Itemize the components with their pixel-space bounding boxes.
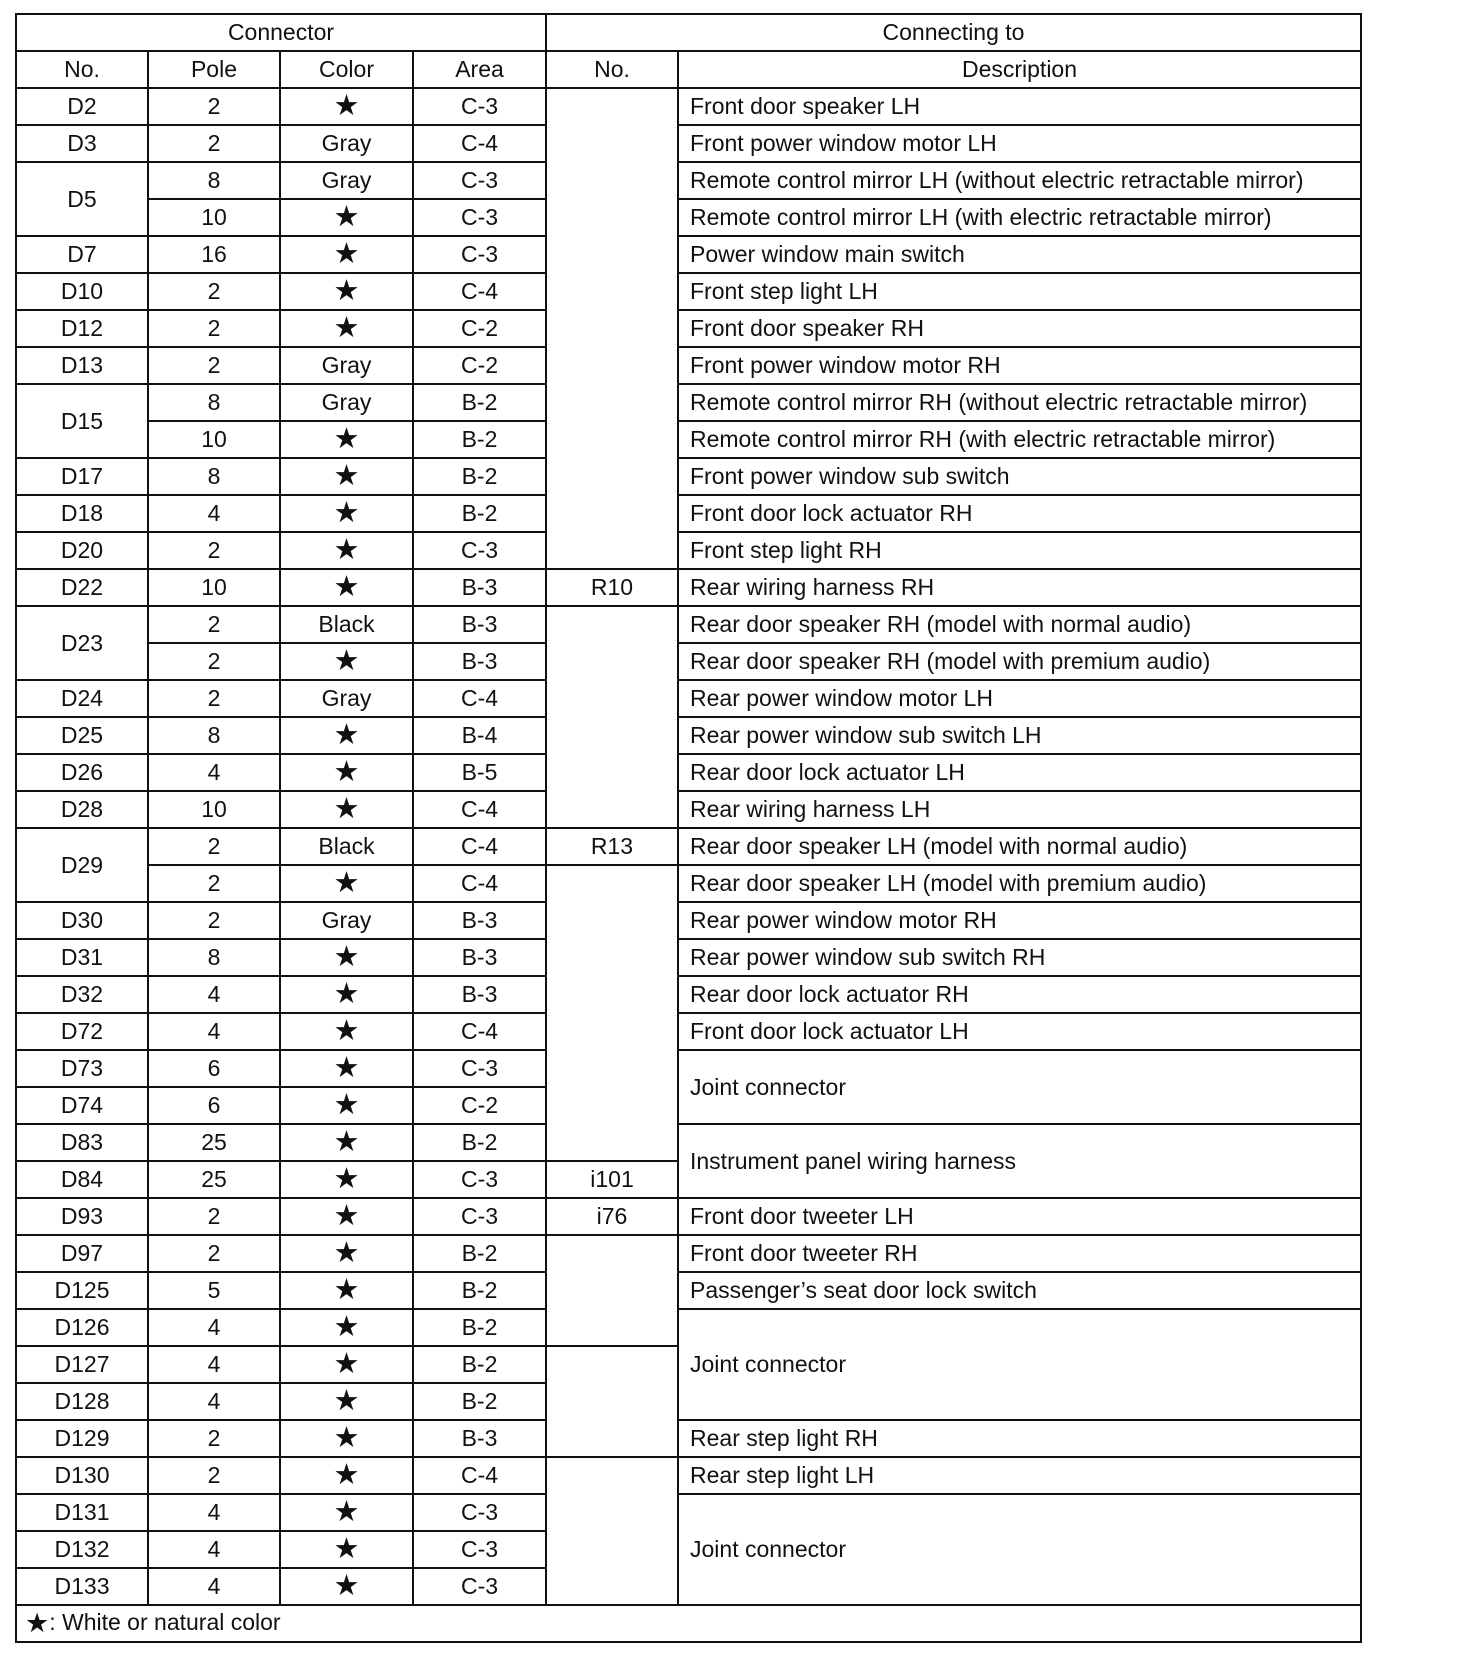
description-cell: Front power window sub switch [678,458,1361,495]
star-icon: ★ [280,310,413,347]
area-cell: B-2 [413,1272,546,1309]
connector-no-cell: D24 [16,680,148,717]
table-row [16,828,1361,865]
table-row [16,384,1361,421]
description-cell: Rear power window sub switch RH [678,939,1361,976]
connector-no-cell: D26 [16,754,148,791]
connector-no-cell: D30 [16,902,148,939]
area-cell: B-5 [413,754,546,791]
area-cell: C-3 [413,1050,546,1087]
pole-cell: 10 [148,791,280,828]
connector-no-cell: D7 [16,236,148,273]
description-cell: Rear door speaker LH (model with normal audio) [678,828,1361,865]
legend [16,1605,1361,1642]
star-icon: ★ [280,1309,413,1346]
area-cell: C-3 [413,532,546,569]
table-row [16,680,1361,717]
pole-cell: 4 [148,1494,280,1531]
star-icon: ★ [280,1420,413,1457]
table-row [16,273,1361,310]
pole-cell: 8 [148,717,280,754]
star-icon: ★ [280,1457,413,1494]
connector-no-cell: D20 [16,532,148,569]
col-header-description: Description [678,51,1361,88]
area-cell: B-3 [413,939,546,976]
connecting-no-cell: i76 [546,1198,678,1235]
table-row [16,310,1361,347]
pole-cell: 2 [148,1235,280,1272]
description-cell: Remote control mirror RH (with electric retractable mirror) [678,421,1361,458]
col-header-color: Color [280,51,413,88]
table-row [16,1272,1361,1309]
color-cell: Black [280,606,413,643]
pole-cell: 4 [148,754,280,791]
pole-cell: 8 [148,458,280,495]
pole-cell: 2 [148,1198,280,1235]
area-cell: C-2 [413,1087,546,1124]
connector-no-cell: D132 [16,1531,148,1568]
description-cell: Front door tweeter RH [678,1235,1361,1272]
connector-no-cell: D125 [16,1272,148,1309]
star-icon: ★ [280,754,413,791]
connecting-no-cell: i101 [546,1161,678,1198]
area-cell: C-4 [413,865,546,902]
pole-cell: 4 [148,1531,280,1568]
area-cell: C-4 [413,791,546,828]
color-cell: Gray [280,162,413,199]
star-icon: ★ [280,1568,413,1605]
description-cell: Rear power window motor LH [678,680,1361,717]
description-cell: Rear wiring harness LH [678,791,1361,828]
star-icon: ★ [280,88,413,125]
star-icon: ★ [280,1050,413,1087]
connector-group-header: Connector [16,14,546,51]
pole-cell: 25 [148,1124,280,1161]
connector-no-cell: D28 [16,791,148,828]
area-cell: C-3 [413,88,546,125]
area-cell: B-2 [413,1235,546,1272]
star-icon: ★ [280,1346,413,1383]
pole-cell: 2 [148,1420,280,1457]
color-cell: Gray [280,384,413,421]
area-cell: C-3 [413,1494,546,1531]
area-cell: C-3 [413,1161,546,1198]
description-cell: Rear door speaker RH (model with premium audio) [678,643,1361,680]
star-icon: ★ [280,643,413,680]
connector-no-cell: D84 [16,1161,148,1198]
description-cell: Front door tweeter LH [678,1198,1361,1235]
area-cell: C-3 [413,199,546,236]
area-cell: C-4 [413,828,546,865]
description-cell: Passenger’s seat door lock switch [678,1272,1361,1309]
area-cell: C-4 [413,1013,546,1050]
table-row [16,902,1361,939]
table-row [16,88,1361,125]
table-row [16,236,1361,273]
star-icon: ★ [25,1608,50,1638]
star-icon: ★ [280,495,413,532]
connector-no-cell: D127 [16,1346,148,1383]
table-row [16,421,1361,458]
legend-text: : White or natural color [49,1609,281,1635]
col-header-area: Area [413,51,546,88]
table-row [16,1457,1361,1494]
pole-cell: 2 [148,88,280,125]
description-cell: Front step light LH [678,273,1361,310]
color-cell: Gray [280,347,413,384]
description-cell: Rear step light RH [678,1420,1361,1457]
connecting-no-cell [546,88,678,569]
area-cell: C-4 [413,273,546,310]
table-row [16,1198,1361,1235]
star-icon: ★ [280,976,413,1013]
description-cell: Remote control mirror LH (without electric retractable mirror) [678,162,1361,199]
description-cell: Rear door lock actuator LH [678,754,1361,791]
description-cell: Joint connector [678,1050,1361,1124]
area-cell: B-3 [413,976,546,1013]
connector-no-cell: D25 [16,717,148,754]
area-cell: B-3 [413,902,546,939]
area-cell: C-4 [413,125,546,162]
connecting-no-cell [546,606,678,828]
col-header-connecting-no: No. [546,51,678,88]
pole-cell: 4 [148,1346,280,1383]
description-cell: Remote control mirror RH (without electric retractable mirror) [678,384,1361,421]
pole-cell: 2 [148,643,280,680]
area-cell: B-2 [413,421,546,458]
area-cell: C-3 [413,236,546,273]
description-cell: Front power window motor RH [678,347,1361,384]
area-cell: C-2 [413,310,546,347]
area-cell: C-4 [413,1457,546,1494]
pole-cell: 2 [148,310,280,347]
connector-no-cell: D131 [16,1494,148,1531]
col-header-no: No. [16,51,148,88]
description-cell: Front door lock actuator LH [678,1013,1361,1050]
connecting-no-cell [546,1457,678,1605]
pole-cell: 4 [148,1568,280,1605]
connector-no-cell: D97 [16,1235,148,1272]
description-cell: Front door speaker RH [678,310,1361,347]
pole-cell: 8 [148,384,280,421]
area-cell: B-4 [413,717,546,754]
area-cell: C-2 [413,347,546,384]
connector-no-cell: D129 [16,1420,148,1457]
table-row [16,1494,1361,1531]
pole-cell: 25 [148,1161,280,1198]
connecting-to-group-header: Connecting to [546,14,1361,51]
connector-no-cell: D22 [16,569,148,606]
area-cell: B-2 [413,1383,546,1420]
star-icon: ★ [280,273,413,310]
area-cell: B-2 [413,1124,546,1161]
connector-no-cell: D3 [16,125,148,162]
table-row [16,606,1361,643]
connector-no-cell: D29 [16,828,148,902]
star-icon: ★ [280,717,413,754]
pole-cell: 2 [148,865,280,902]
pole-cell: 8 [148,939,280,976]
table-row [16,1235,1361,1272]
star-icon: ★ [280,939,413,976]
table-row [16,162,1361,199]
star-icon: ★ [280,865,413,902]
table-row [16,199,1361,236]
star-icon: ★ [280,791,413,828]
pole-cell: 6 [148,1050,280,1087]
table-row [16,495,1361,532]
pole-cell: 2 [148,125,280,162]
pole-cell: 2 [148,902,280,939]
pole-cell: 4 [148,976,280,1013]
description-cell: Rear door lock actuator RH [678,976,1361,1013]
color-cell: Gray [280,680,413,717]
connector-no-cell: D128 [16,1383,148,1420]
area-cell: B-2 [413,1309,546,1346]
connector-no-cell: D72 [16,1013,148,1050]
connector-no-cell: D10 [16,273,148,310]
table-row [16,717,1361,754]
pole-cell: 2 [148,680,280,717]
star-icon: ★ [280,199,413,236]
table-row [16,754,1361,791]
pole-cell: 2 [148,347,280,384]
pole-cell: 16 [148,236,280,273]
area-cell: B-2 [413,495,546,532]
table-row [16,865,1361,902]
area-cell: C-3 [413,1568,546,1605]
pole-cell: 2 [148,532,280,569]
connecting-no-cell: R10 [546,569,678,606]
pole-cell: 2 [148,273,280,310]
area-cell: C-3 [413,162,546,199]
table-row [16,347,1361,384]
table-row [16,458,1361,495]
pole-cell: 4 [148,495,280,532]
area-cell: C-4 [413,680,546,717]
description-cell: Joint connector [678,1494,1361,1605]
connector-no-cell: D133 [16,1568,148,1605]
star-icon: ★ [280,421,413,458]
area-cell: C-3 [413,1531,546,1568]
star-icon: ★ [280,1531,413,1568]
pole-cell: 2 [148,606,280,643]
area-cell: B-2 [413,458,546,495]
table-row [16,976,1361,1013]
table-row [16,569,1361,606]
pole-cell: 5 [148,1272,280,1309]
connector-no-cell: D130 [16,1457,148,1494]
connector-table [15,13,1362,1643]
description-cell: Rear door speaker RH (model with normal audio) [678,606,1361,643]
connector-no-cell: D2 [16,88,148,125]
pole-cell: 10 [148,421,280,458]
area-cell: B-3 [413,1420,546,1457]
pole-cell: 10 [148,199,280,236]
pole-cell: 10 [148,569,280,606]
connecting-no-cell: R13 [546,828,678,865]
star-icon: ★ [280,1198,413,1235]
star-icon: ★ [280,1124,413,1161]
description-cell: Rear power window motor RH [678,902,1361,939]
connector-no-cell: D5 [16,162,148,236]
area-cell: B-2 [413,384,546,421]
table-row [16,125,1361,162]
color-cell: Black [280,828,413,865]
table-row [16,1309,1361,1346]
table-row [16,1420,1361,1457]
star-icon: ★ [280,1013,413,1050]
star-icon: ★ [280,1383,413,1420]
description-cell: Rear step light LH [678,1457,1361,1494]
color-cell: Gray [280,125,413,162]
description-cell: Power window main switch [678,236,1361,273]
description-cell: Instrument panel wiring harness [678,1124,1361,1198]
connector-no-cell: D13 [16,347,148,384]
star-icon: ★ [280,1494,413,1531]
connector-no-cell: D74 [16,1087,148,1124]
description-cell: Joint connector [678,1309,1361,1420]
area-cell: B-3 [413,643,546,680]
connector-no-cell: D17 [16,458,148,495]
connector-no-cell: D93 [16,1198,148,1235]
description-cell: Rear wiring harness RH [678,569,1361,606]
connecting-no-cell [546,1235,678,1346]
area-cell: C-3 [413,1198,546,1235]
connector-no-cell: D18 [16,495,148,532]
connector-no-cell: D32 [16,976,148,1013]
connector-no-cell: D31 [16,939,148,976]
table-row [16,1050,1361,1087]
pole-cell: 2 [148,1457,280,1494]
star-icon: ★ [280,1272,413,1309]
star-icon: ★ [280,1235,413,1272]
star-icon: ★ [280,569,413,606]
description-cell: Rear door speaker LH (model with premium audio) [678,865,1361,902]
pole-cell: 6 [148,1087,280,1124]
connecting-no-cell [546,1346,678,1457]
star-icon: ★ [280,236,413,273]
connector-no-cell: D12 [16,310,148,347]
table-row [16,1124,1361,1161]
star-icon: ★ [280,1087,413,1124]
table-row [16,939,1361,976]
star-icon: ★ [280,1161,413,1198]
pole-cell: 4 [148,1013,280,1050]
area-cell: B-3 [413,569,546,606]
connector-no-cell: D83 [16,1124,148,1161]
star-icon: ★ [280,532,413,569]
connector-no-cell: D73 [16,1050,148,1087]
description-cell: Front door lock actuator RH [678,495,1361,532]
table-row [16,1013,1361,1050]
pole-cell: 4 [148,1309,280,1346]
area-cell: B-2 [413,1346,546,1383]
col-header-pole: Pole [148,51,280,88]
description-cell: Front power window motor LH [678,125,1361,162]
connector-no-cell: D23 [16,606,148,680]
pole-cell: 4 [148,1383,280,1420]
table-row [16,643,1361,680]
description-cell: Front step light RH [678,532,1361,569]
color-cell: Gray [280,902,413,939]
connector-no-cell: D15 [16,384,148,458]
connector-no-cell: D126 [16,1309,148,1346]
table-row [16,532,1361,569]
table-row [16,791,1361,828]
description-cell: Remote control mirror LH (with electric retractable mirror) [678,199,1361,236]
connecting-no-cell [546,865,678,1161]
description-cell: Rear power window sub switch LH [678,717,1361,754]
area-cell: B-3 [413,606,546,643]
star-icon: ★ [280,458,413,495]
pole-cell: 8 [148,162,280,199]
description-cell: Front door speaker LH [678,88,1361,125]
pole-cell: 2 [148,828,280,865]
